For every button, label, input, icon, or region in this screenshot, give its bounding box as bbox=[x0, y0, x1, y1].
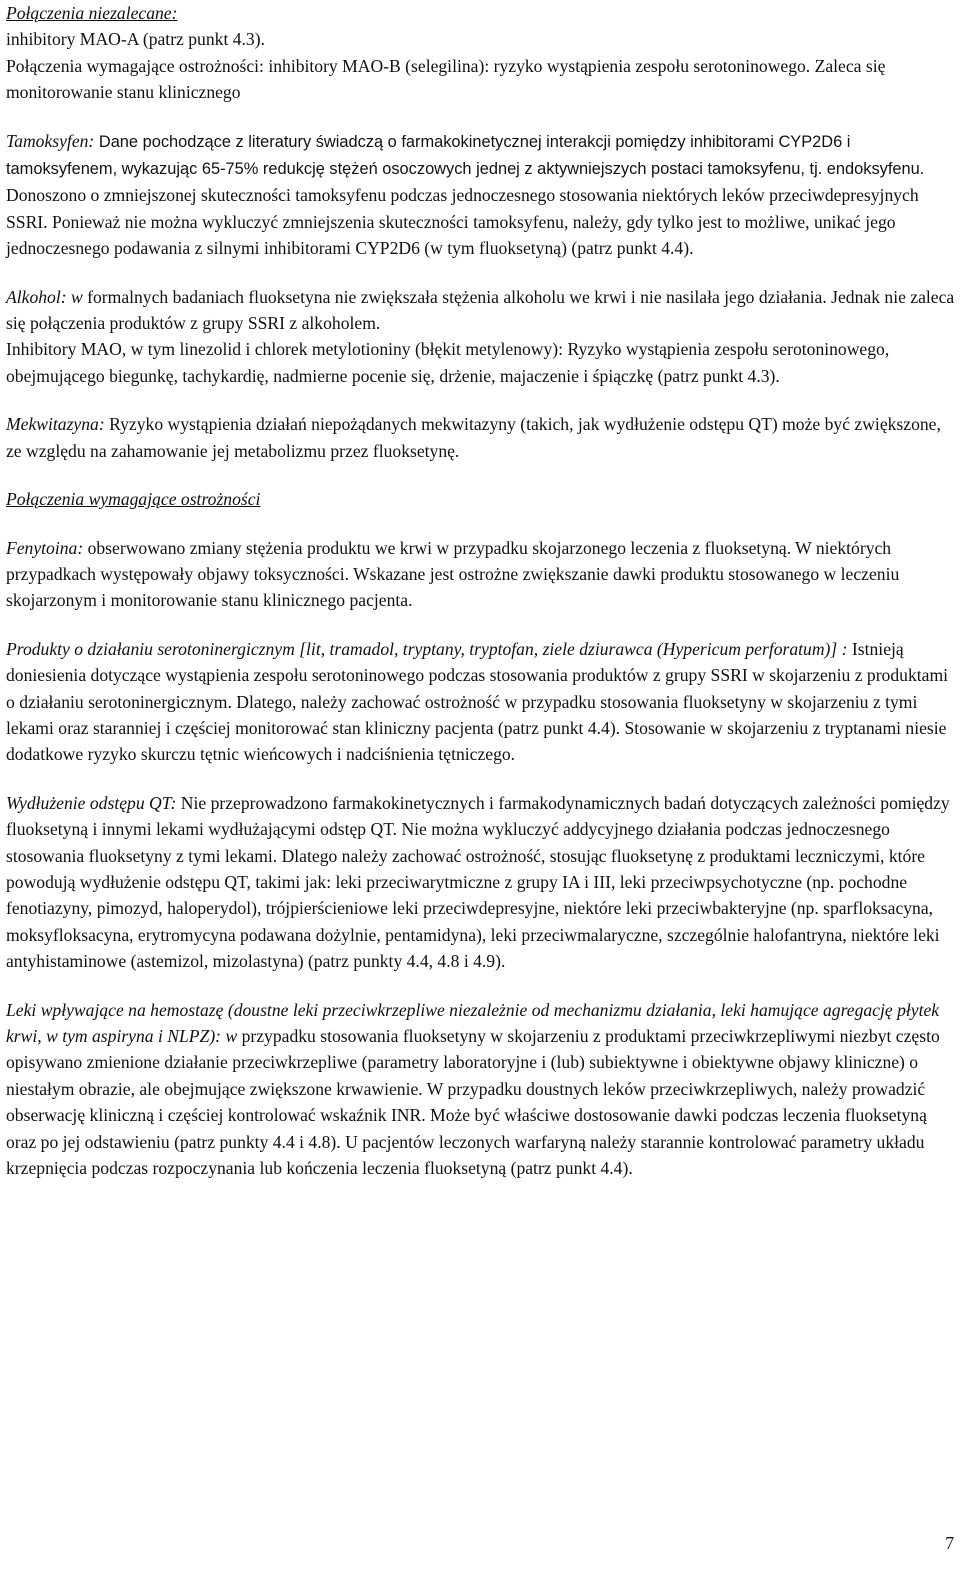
latin-name: Hypericum perforatum bbox=[662, 638, 825, 659]
paragraph: Inhibitory MAO, w tym linezolid i chlorek metylotioniny (błękit metylenowy): Ryzyko wystąpienia zespołu serotoninowego, obejmującego biegunkę, tachykardię, nadmierne pocenie się, drżenie, majaczenie i śpiączkę (patrz punkt 4.3). bbox=[6, 339, 890, 386]
paragraph: inhibitory MAO-A (patrz punkt 4.3). bbox=[6, 29, 265, 50]
paragraph-text: Dane pochodzące z literatury świadczą o farmakokinetycznej interakcji pomiędzy inhibitorami CYP2D6 i tamoksyfenem, wykazując 65-75% redukcję stężeń osoczowych jednej z aktywniejszych postaci tamoksyfenu, tj. endoksyfenu. bbox=[6, 132, 925, 179]
paragraph-text: Istnieją doniesienia dotyczące wystąpienia zespołu serotoninowego podczas stosowania produktów z grupy SSRI w skojarzeniu z produktami o działaniu serotoninergicznym. Dlatego, należy zachować ostrożność w przypadku stosowania fluoksetyny w skojarzeniu z tymi lekami oraz staranniej i częściej monitorować stan kliniczny pacjenta (patrz punkt 4.4). Stosowanie w skojarzeniu z tryptanami niesie dodatkowe ryzyko skurczu tętnic wieńcowych i nadciśnienia tętniczego. bbox=[6, 638, 949, 765]
term-label: Alkohol: w bbox=[6, 286, 83, 307]
paragraph-text: formalnych badaniach fluoksetyna nie zwiększała stężenia alkoholu we krwi i nie nasilała jego działania. Jednak nie zaleca się połączenia produktów z grupy SSRI z alkoholem. bbox=[6, 286, 955, 334]
page-number: 7 bbox=[945, 1533, 954, 1553]
section-heading: Połączenia niezalecane: bbox=[6, 3, 178, 23]
document-page bbox=[6, 0, 956, 1181]
term-label-end: )] : bbox=[824, 638, 848, 659]
section-tamoxifen bbox=[6, 128, 956, 262]
paragraph: Połączenia wymagające ostrożności: inhibitory MAO-B (selegilina): ryzyko wystąpienia zespołu serotoninowego. Zaleca się monitorowanie stanu klinicznego bbox=[6, 55, 886, 103]
section-not-recommended bbox=[6, 0, 956, 106]
term-label: Leki wpływające na hemostazę (doustne leki przeciwkrzepliwe niezależnie od mechanizmu działania, leki hamujące agregację płytek krwi, w tym aspiryna i NLPZ): w bbox=[6, 999, 940, 1046]
section-heading: Połączenia wymagające ostrożności bbox=[6, 489, 261, 510]
section-caution bbox=[6, 486, 956, 512]
term-label: Tamoksyfen: bbox=[6, 130, 95, 151]
section-alcohol bbox=[6, 284, 956, 390]
term-label: Fenytoina: bbox=[6, 537, 84, 558]
section-qt-prolongation bbox=[6, 790, 956, 975]
term-label: Produkty o działaniu serotoninergicznym [lit, tramadol, tryptany, tryptofan, ziele dziurawca ( bbox=[6, 638, 663, 659]
term-label: Wydłużenie odstępu QT: bbox=[6, 792, 177, 813]
paragraph-text: Ryzyko wystąpienia działań niepożądanych mekwitazyny (takich, jak wydłużenie odstępu QT) może być zwiększone, ze względu na zahamowanie jej metabolizmu przez fluoksetynę. bbox=[6, 414, 941, 461]
section-mequitazine bbox=[6, 411, 956, 464]
section-phenytoin bbox=[6, 535, 956, 614]
term-label: Mekwitazyna: bbox=[6, 414, 105, 435]
section-serotonergic bbox=[6, 636, 956, 768]
paragraph-text: Donoszono o zmniejszonej skuteczności tamoksyfenu podczas jednoczesnego stosowania niektórych leków przeciwdepresyjnych SSRI. Ponieważ nie można wykluczyć zmniejszenia skuteczności tamoksyfenu, należy, gdy tylko jest to możliwe, unikać jego jednoczesnego podawania z silnymi inhibitorami CYP2D6 (w tym fluoksetyną) (patrz punkt 4.4). bbox=[6, 185, 919, 259]
paragraph-text: Nie przeprowadzono farmakokinetycznych i farmakodynamicznych badań dotyczących zależności pomiędzy fluoksetyną i innymi lekami wydłużającymi odstęp QT. Nie można wykluczyć addycyjnego działania podczas jednoczesnego stosowania fluoksetyny z tymi lekami. Dlatego należy zachować ostrożność, stosując fluoksetynę z produktami leczniczymi, które powodują wydłużenie odstępu QT, takimi jak: leki przeciwarytmiczne z grupy IA i III, leki przeciwpsychotyczne (np. pochodne fenotiazyny, pimozyd, haloperydol), trójpierścieniowe leki przeciwdepresyjne, niektóre leki przeciwbakteryjne (np. sparfloksacyna, moksyfloksacyna, erytromycyna podawana dożylnie, pentamidyna), leki przeciwmalaryczne, szczególnie halofantryna, niektóre leki antyhistaminowe (astemizol, mizolastyna) (patrz punkty 4.4, 4.8 i 4.9). bbox=[6, 792, 950, 972]
section-hemostasis bbox=[6, 997, 956, 1182]
paragraph-text: obserwowano zmiany stężenia produktu we krwi w przypadku skojarzonego leczenia z fluoksetyną. W niektórych przypadkach występowały objawy toksyczności. Wskazane jest ostrożne zwiększanie dawki produktu stosowanego w leczeniu skojarzonym i monitorowanie stanu klinicznego pacjenta. bbox=[6, 537, 900, 611]
paragraph-text: przypadku stosowania fluoksetyny w skojarzeniu z produktami przeciwkrzepliwymi niezbyt często opisywano zmienione działanie przeciwkrzepliwe (parametry laboratoryjne i (lub) subiektywne i obiektywne objawy kliniczne) o niestałym obrazie, ale obejmujące zwiększone krwawienie. W przypadku doustnych leków przeciwkrzepliwych, należy prowadzić obserwację kliniczną i częściej kontrolować wskaźnik INR. Może być właściwe dostosowanie dawki podczas leczenia fluoksetyną oraz po jej odstawieniu (patrz punkty 4.4 i 4.8). U pacjentów leczonych warfaryną należy starannie kontrolować parametry układu krzepnięcia podczas rozpoczynania lub kończenia leczenia fluoksetyną (patrz punkt 4.4). bbox=[6, 1026, 940, 1179]
